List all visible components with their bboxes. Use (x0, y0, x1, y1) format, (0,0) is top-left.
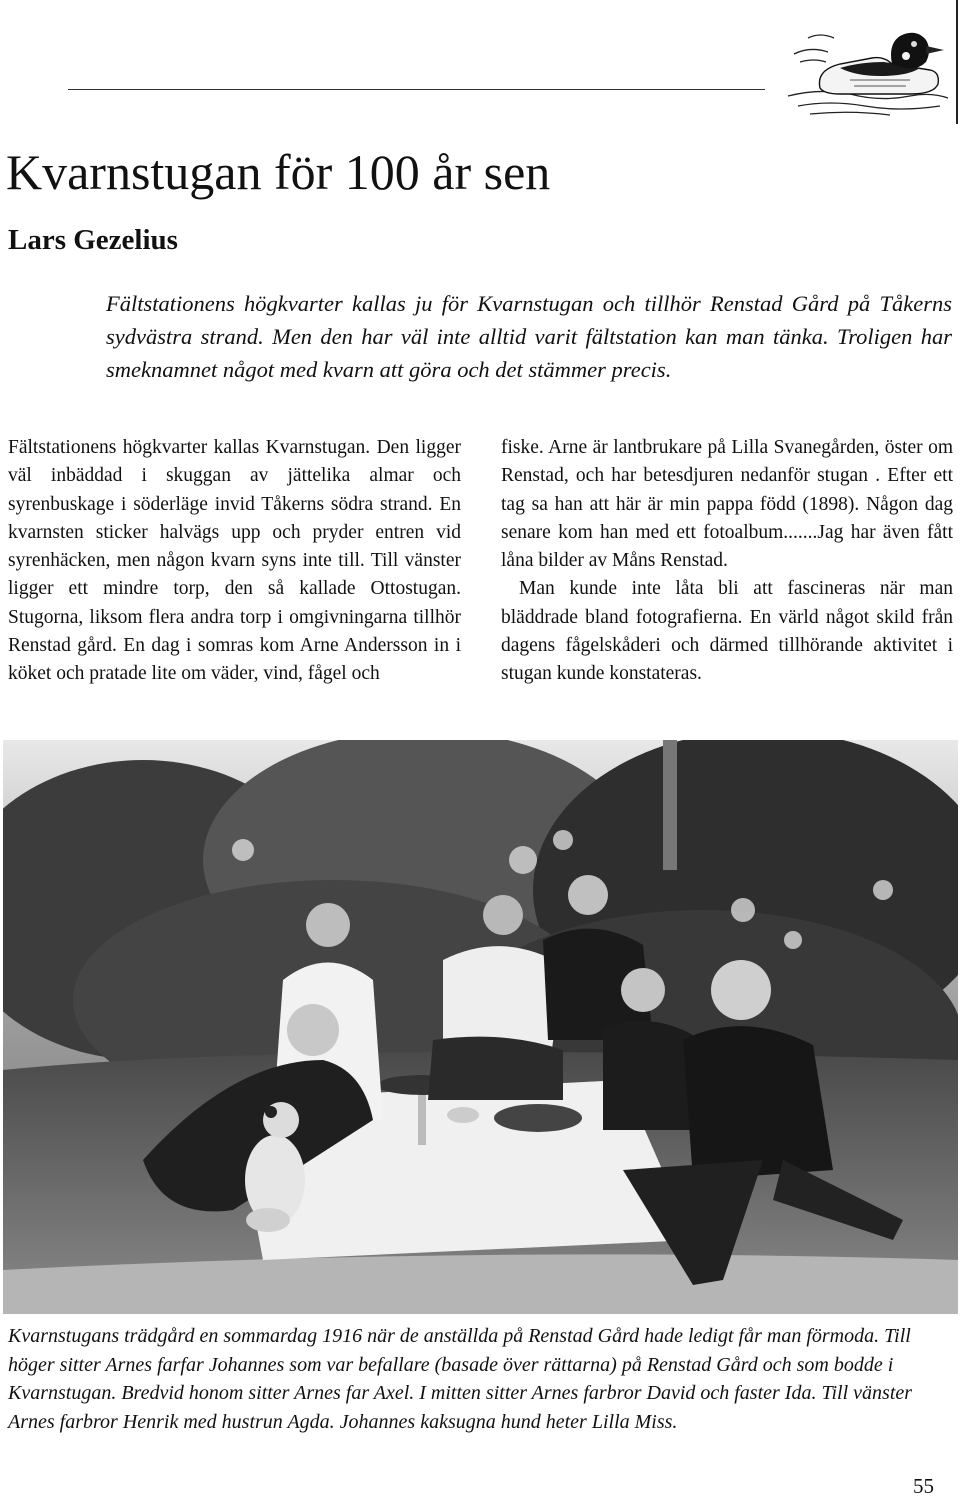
body-paragraph: Man kunde inte låta bli att fascineras när man bläddrade bland fotografierna. En värld något skild från dagens fågelskåderi och därmed tillhörande aktivitet i stugan kunde konstateras. (501, 578, 953, 685)
header-rule (68, 89, 765, 90)
page-number: 55 (913, 1474, 934, 1498)
body-column-left (8, 434, 461, 689)
historic-photo (3, 740, 958, 1314)
body-paragraph: fiske. Arne är lantbrukare på Lilla Svanegården, öster om Renstad, och har betesdjuren nedanför stugan . Efter ett tag sa han att här är min pappa född (1898). Någon dag senare kom han med ett fotoalbum.......Jag har även fått låna bilder av Måns Renstad. (501, 437, 953, 572)
goldeneye-duck-illustration (780, 18, 952, 120)
photo-picnic-illustration (3, 740, 958, 1314)
body-column-right (501, 434, 953, 689)
body-paragraph: Fältstationens högkvarter kallas Kvarnstugan. Den ligger väl inbäddad i skuggan av jättelika almar och syrenbuskage i söderläge invid Tåkerns södra strand. En kvarnsten sticker halvägs upp och pryder entren vid syrenhäcken, men någon kvarn syns inte till. Till vänster ligger ett mindre torp, den så kallade Ottostugan. Stugorna, liksom flera andra torp i omgivningarna tillhör Renstad gård. En dag i somras kom Arne Andersson in i köket och pratade lite om väder, vind, fågel och (8, 437, 461, 685)
article-author: Lars Gezelius (8, 224, 178, 256)
article-ingress: Fältstationens högkvarter kallas ju för Kvarnstugan och tillhör Renstad Gård på Tåkerns sydvästra strand. Men den har väl inte alltid varit fältstation kan man tänka. Troligen har smeknamnet något med kvarn att göra och det stämmer precis. (106, 291, 952, 382)
header-edge-rule (956, 0, 958, 124)
photo-caption: Kvarnstugans trädgård en sommardag 1916 när de anställda på Renstad Gård hade ledigt får man förmoda. Till höger sitter Arnes farfar Johannes som var befallare (basade över rättarna) på Renstad Gård och som bodde i Kvarnstugan. Bredvid honom sitter Arnes far Axel. I mitten sitter Arnes farbror David och faster Ida. Till vänster Arnes farbror Henrik med hustrun Agda. Johannes kaksugna hund heter Lilla Miss. (8, 1325, 913, 1433)
article-title: Kvarnstugan för 100 år sen (6, 144, 551, 200)
